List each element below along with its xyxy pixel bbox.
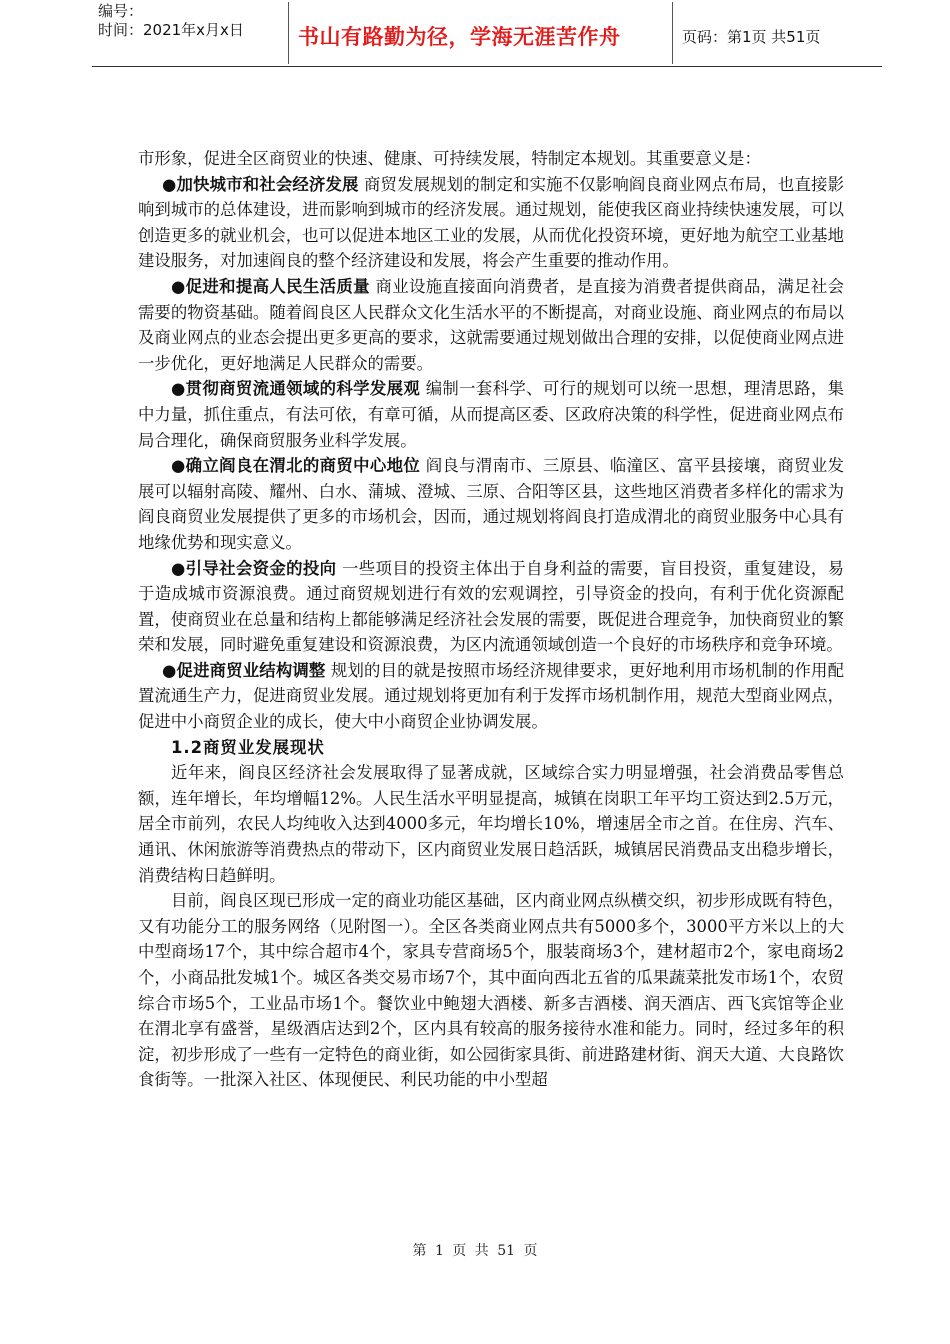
bullet-text: 阎良与渭南市、三原县、临潼区、富平县接壤，商贸业发展可以辐射高陵、耀州、白水、蒲城、澄城、三原、合阳等区县，这些地区消费者多样化的需求为阎良商贸业发展提供了更多的市场机会，因而，通过规划将阎良打造成渭北的商贸业服务中心具有地缘优势和现实意义。 bbox=[138, 456, 844, 552]
bullet-text: 编制一套科学、可行的规划可以统一思想，理清思路，集中力量，抓住重点，有法可依，有章可循，从而提高区委、区政府决策的科学性，促进商业网点布局合理化，确保商贸服务业科学发展。 bbox=[138, 379, 844, 450]
document-body bbox=[138, 146, 844, 1093]
header-divider bbox=[672, 2, 673, 64]
bullet-paragraph bbox=[138, 376, 844, 453]
body-paragraph: 目前，阎良区现已形成一定的商业功能区基础，区内商业网点纵横交织，初步形成既有特色，又有功能分工的服务网络（见附图一）。全区各类商业网点共有5000多个，3000平方米以上的大中型商场17个，其中综合超市4个，家具专营商场5个，服装商场3个，建材超市2个，家电商场2个，小商品批发城1个。城区各类交易市场7个，其中面向西北五省的瓜果蔬菜批发市场1个，农贸综合市场5个，工业品市场1个。餐饮业中鲍翅大酒楼、新多吉酒楼、润天酒店、西飞宾馆等企业在渭北享有盛誉，星级酒店达到2个，区内具有较高的服务接待水准和能力。同时，经过多年的积淀，初步形成了一些有一定特色的商业街，如公园街家具街、前进路建材街、润天大道、大良路饮食街等。一批深入社区、体现便民、利民功能的中小型超 bbox=[138, 891, 844, 1090]
header-rule bbox=[92, 66, 882, 67]
bullet-title: ●引导社会资金的投向 bbox=[171, 558, 337, 578]
bullet-text: 商贸发展规划的制定和实施不仅影响阎良商业网点布局，也直接影响到城市的总体建设，进而影响到城市的经济发展。通过规划，能使我区商业持续快速发展，可以创造更多的就业机会，也可以促进本地区工业的发展，从而优化投资环境，更好地为航空工业基地建设服务，对加速阎良的整个经济建设和发展，将会产生重要的推动作用。 bbox=[138, 174, 845, 271]
bullet-paragraph bbox=[138, 658, 844, 735]
bullet-title: ●促进和提高人民生活质量 bbox=[171, 276, 370, 296]
header-time-label: 时间：2021年x月x日 bbox=[98, 21, 244, 39]
bullet-title: ●加快城市和社会经济发展 bbox=[162, 174, 359, 194]
bullet-text: 商业设施直接面向消费者，是直接为消费者提供商品，满足社会需要的物资基础。随着阎良区人民群众文化生活水平的不断提高，对商业设施、商业网点的布局以及商业网点的业态会提出更多更高的要求，这就需要通过规划做出合理的安排，以促使商业网点进一步优化，更好地满足人民群众的需要。 bbox=[138, 276, 844, 373]
body-paragraph: 近年来，阎良区经济社会发展取得了显著成就，区域综合实力明显增强，社会消费品零售总额，连年增长，年均增幅12%。人民生活水平明显提高，城镇在岗职工年平均工资达到2.5万元，居全市前列，农民人均纯收入达到4000多元，年均增长10%，增速居全市之首。在住房、汽车、通讯、休闲旅游等消费热点的带动下，区内商贸业发展日趋活跃，城镇居民消费品支出稳步增长，消费结构日趋鲜明。 bbox=[138, 763, 844, 885]
bullet-paragraph bbox=[138, 453, 844, 555]
bullet-paragraph bbox=[138, 172, 844, 274]
page-footer: 第 1 页 共 51 页 bbox=[412, 1243, 538, 1259]
header-page-info: 页码：第1页 共51页 bbox=[682, 28, 821, 46]
bullet-title: ●贯彻商贸流通领域的科学发展观 bbox=[171, 379, 421, 399]
bullet-title: ●促进商贸业结构调整 bbox=[162, 660, 326, 680]
header-motto: 书山有路勤为径，学海无涯苦作舟 bbox=[298, 25, 621, 49]
header-number-label: 编号： bbox=[98, 2, 144, 20]
section-heading: 1.2商贸业发展现状 bbox=[171, 737, 325, 757]
header-meta bbox=[98, 2, 294, 40]
bullet-paragraph bbox=[138, 556, 844, 658]
bullet-title: ●确立阎良在渭北的商贸中心地位 bbox=[171, 456, 421, 476]
page-header bbox=[92, 2, 882, 66]
intro-paragraph: 市形象，促进全区商贸业的快速、健康、可持续发展，特制定本规划。其重要意义是： bbox=[138, 149, 761, 168]
bullet-text: 一些项目的投资主体出于自身利益的需要，盲目投资，重复建设，易于造成城市资源浪费。通过商贸规划进行有效的宏观调控，引导资金的投向，有利于优化资源配置，使商贸业在总量和结构上都能够满足经济社会发展的需要，既促进合理竞争，加快商贸业的繁荣和发展，同时避免重复建设和资源浪费，为区内流通领域创造一个良好的市场秩序和竞争环境。 bbox=[138, 558, 845, 655]
header-divider bbox=[288, 2, 289, 64]
bullet-text: 规划的目的就是按照市场经济规律要求，更好地利用市场机制的作用配置流通生产力，促进商贸业发展。通过规划将更加有利于发挥市场机制作用，规范大型商业网点，促进中小商贸企业的成长，使大中小商贸企业协调发展。 bbox=[138, 660, 845, 732]
bullet-paragraph bbox=[138, 274, 844, 376]
